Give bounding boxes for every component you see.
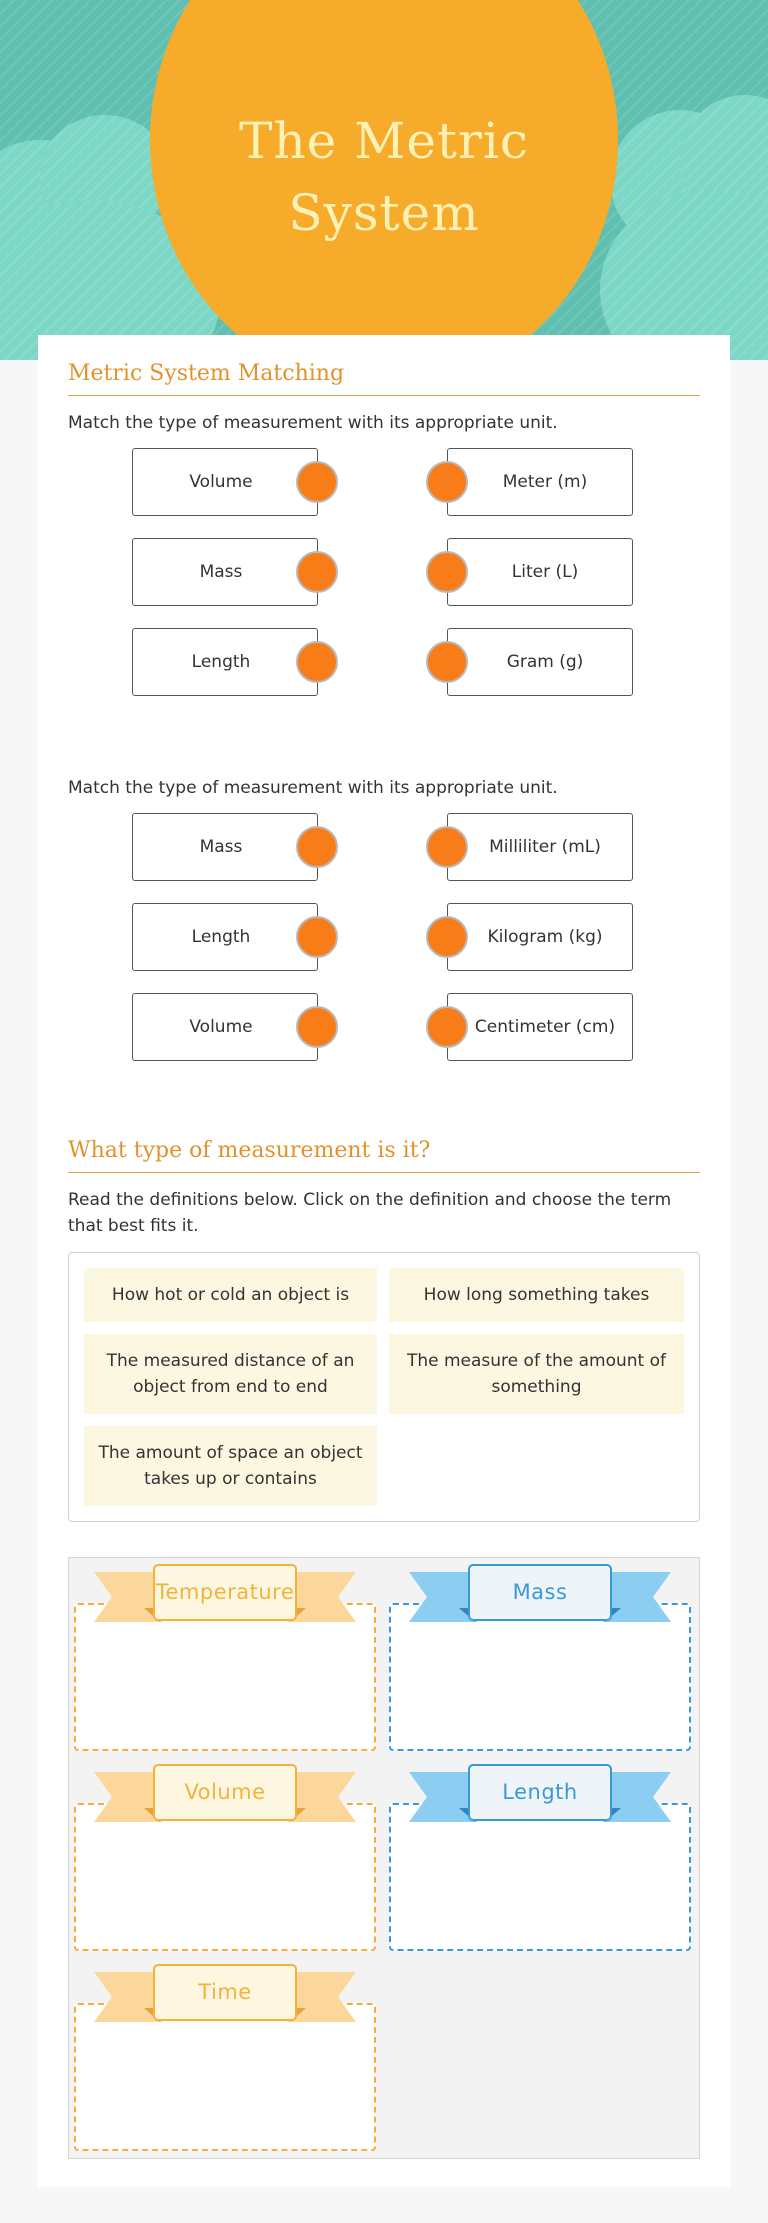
bin-label: Temperature: [155, 1580, 295, 1604]
match-item-label: Gram (g): [506, 652, 584, 672]
definition-card[interactable]: The measured distance of an object from end to end: [84, 1334, 377, 1414]
match2-left-item[interactable]: [132, 903, 318, 971]
match-item-label: Kilogram (kg): [487, 927, 603, 947]
match2-right-item[interactable]: [447, 993, 633, 1061]
match-item-label: Meter (m): [502, 472, 588, 492]
bin-label: Volume: [184, 1780, 266, 1804]
bin-label: Time: [198, 1980, 252, 2004]
match-connector-dot[interactable]: [296, 1006, 338, 1048]
definitions-container: [68, 1252, 700, 1522]
match-item-label: Length: [191, 927, 251, 947]
header-banner: [0, 0, 768, 360]
match-item-label: Centimeter (cm): [474, 1017, 616, 1037]
worksheet-card: [38, 335, 730, 2187]
definition-card[interactable]: How hot or cold an object is: [84, 1268, 377, 1322]
match-connector-dot[interactable]: [296, 916, 338, 958]
page-title-line1: The Metric: [239, 112, 529, 170]
match-connector-dot[interactable]: [296, 826, 338, 868]
section-title-measurement-type: What type of measurement is it?: [68, 1136, 700, 1173]
match-item-label: Mass: [199, 562, 243, 582]
definition-card[interactable]: How long something takes: [389, 1268, 684, 1322]
match-connector-dot[interactable]: [296, 551, 338, 593]
match2-right-item[interactable]: [447, 813, 633, 881]
match-connector-dot[interactable]: [426, 551, 468, 593]
match1-instruction: Match the type of measurement with its appropriate unit.: [68, 413, 558, 433]
match-item-label: Mass: [199, 837, 243, 857]
match-item-label: Milliliter (mL): [489, 837, 601, 857]
ribbon-temperature: [94, 1564, 356, 1628]
ribbon-length: [409, 1764, 671, 1828]
match-connector-dot[interactable]: [426, 641, 468, 683]
match-connector-dot[interactable]: [296, 641, 338, 683]
page-title-line2: System: [288, 184, 480, 242]
definitions-instruction: Read the definitions below. Click on the definition and choose the term that best fits it.: [68, 1190, 672, 1236]
match-item-label: Volume: [189, 1017, 253, 1037]
page-title: [150, 105, 618, 249]
match-item-label: Liter (L): [511, 562, 579, 582]
match-item-label: Length: [191, 652, 251, 672]
bin-label: Length: [502, 1780, 578, 1804]
match2-instruction: Match the type of measurement with its appropriate unit.: [68, 778, 558, 798]
definition-card[interactable]: The measure of the amount of something: [389, 1334, 684, 1414]
match2-right-item[interactable]: [447, 903, 633, 971]
match1-right-item[interactable]: [447, 628, 633, 696]
match-connector-dot[interactable]: [426, 461, 468, 503]
match-connector-dot[interactable]: [426, 916, 468, 958]
match2-left-item[interactable]: [132, 813, 318, 881]
match1-left-item[interactable]: [132, 628, 318, 696]
ribbon-time: [94, 1964, 356, 2028]
ribbon-volume: [94, 1764, 356, 1828]
match1-left-item[interactable]: [132, 448, 318, 516]
match-connector-dot[interactable]: [296, 461, 338, 503]
ribbon-mass: [409, 1564, 671, 1628]
section-title-matching: Metric System Matching: [68, 359, 700, 396]
definition-card[interactable]: The amount of space an object takes up or contains: [84, 1426, 377, 1506]
match1-left-item[interactable]: [132, 538, 318, 606]
match-connector-dot[interactable]: [426, 1006, 468, 1048]
category-bins-area: [68, 1557, 700, 2159]
match-connector-dot[interactable]: [426, 826, 468, 868]
match1-right-item[interactable]: [447, 448, 633, 516]
match2-left-item[interactable]: [132, 993, 318, 1061]
match1-right-item[interactable]: [447, 538, 633, 606]
match-item-label: Volume: [189, 472, 253, 492]
bin-label: Mass: [512, 1580, 568, 1604]
